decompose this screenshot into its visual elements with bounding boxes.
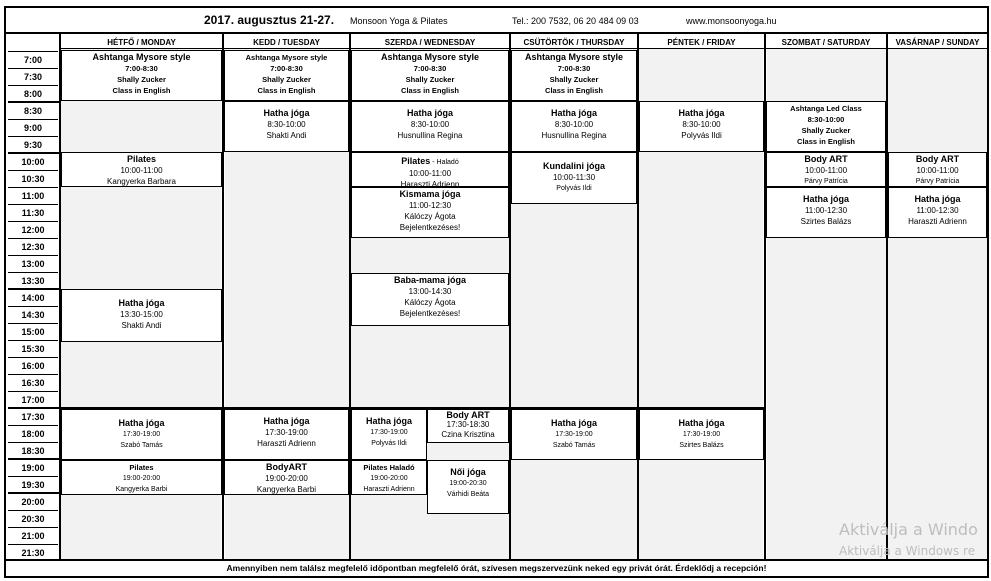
- time-slot: 15:00: [8, 323, 58, 340]
- class-block: Női jóga 19:00-20:30 Várhidi Beáta: [427, 460, 509, 514]
- class-block: Ashtanga Mysore style 7:00-8:30 Shally Zucker Class in English: [224, 50, 349, 101]
- studio-name: Monsoon Yoga & Pilates: [350, 16, 448, 26]
- time-slot: 21:30: [8, 544, 58, 561]
- schedule-sheet: [4, 6, 989, 578]
- class-block: Hatha jóga 17:30-19:00 Szabó Tamás: [61, 409, 222, 460]
- day-header-sunday: VASÁRNAP / SUNDAY: [888, 36, 987, 49]
- time-slot: 12:00: [8, 221, 58, 238]
- windows-activation-watermark-sub: Aktiválja a Windows re: [839, 544, 976, 558]
- class-block: Pilates 10:00-11:00 Kangyerka Barbara: [61, 152, 222, 187]
- time-slot: 9:30: [8, 136, 58, 153]
- schedule-date: 2017. augusztus 21-27.: [204, 13, 335, 27]
- day-header-wednesday: SZERDA / WEDNESDAY: [351, 36, 509, 49]
- time-slot: 21:00: [8, 527, 58, 544]
- divider-line: [8, 101, 59, 103]
- class-block: Ashtanga Mysore style 7:00-8:30 Shally Zucker Class in English: [61, 50, 222, 101]
- class-block: Hatha jóga 11:00-12:30 Haraszti Adrienn: [888, 187, 987, 238]
- time-slot: 17:30: [8, 408, 58, 425]
- class-block: BodyART 19:00-20:00 Kangyerka Barbi: [224, 460, 349, 495]
- day-header-saturday: SZOMBAT / SATURDAY: [766, 36, 886, 49]
- sunday-column: [888, 49, 987, 559]
- day-header-thursday: CSÜTÖRTÖK / THURSDAY: [511, 36, 637, 49]
- divider-line: [8, 458, 59, 460]
- class-block: Ashtanga Mysore style 7:00-8:30 Shally Zucker Class in English: [511, 50, 637, 101]
- class-block: Kundalini jóga 10:00-11:30 Polyvás Ildi: [511, 152, 637, 204]
- class-block: Hatha jóga 17:30-19:00 Haraszti Adrienn: [224, 409, 349, 460]
- day-header-tuesday: KEDD / TUESDAY: [224, 36, 349, 49]
- time-slot: 8:30: [8, 102, 58, 119]
- day-header-friday: PÉNTEK / FRIDAY: [639, 36, 764, 49]
- day-header-monday: HÉTFŐ / MONDAY: [61, 36, 222, 49]
- divider-line: [8, 152, 59, 154]
- class-block: Hatha jóga 17:30-19:00 Szirtes Balázs: [639, 409, 764, 460]
- class-block: Hatha jóga 11:00-12:30 Szirtes Balázs: [766, 187, 886, 238]
- class-block: Hatha jóga 17:30-19:00 Polyvás Ildi: [351, 409, 427, 460]
- time-slot: 14:30: [8, 306, 58, 323]
- class-block: Body ART 10:00-11:00 Párvy Patrícia: [766, 152, 886, 187]
- time-slot: 20:30: [8, 510, 58, 527]
- time-slot: 15:30: [8, 340, 58, 357]
- website: www.monsoonyoga.hu: [686, 16, 777, 26]
- time-slot: 19:30: [8, 476, 58, 493]
- time-slot: 9:00: [8, 119, 58, 136]
- time-slot: 7:00: [8, 51, 58, 68]
- time-slot: 10:30: [8, 170, 58, 187]
- class-block: Pilates - Haladó 10:00-11:00 Haraszti Adrienn: [351, 152, 509, 187]
- column-divider: [886, 34, 888, 559]
- time-slot: 12:30: [8, 238, 58, 255]
- class-block: Hatha jóga 17:30-19:00 Szabó Tamás: [511, 409, 637, 460]
- class-block: Ashtanga Led Class 8:30-10:00 Shally Zucker Class in English: [766, 101, 886, 152]
- time-slot: 7:30: [8, 68, 58, 85]
- windows-activation-watermark: Aktiválja a Windo: [839, 520, 978, 539]
- divider-line: [8, 288, 59, 290]
- time-slot: 18:30: [8, 442, 58, 459]
- class-block: Kismama jóga 11:00-12:30 Kálóczy Ágota Bejelentkezéses!: [351, 187, 509, 238]
- time-slot: 19:00: [8, 459, 58, 476]
- footer-note: Amennyiben nem találsz megfelelő időpontban megfelelő órát, szívesen megszervezünk neked egy privát órát. Érdeklődj a recepción!: [6, 559, 987, 576]
- schedule-header: [6, 8, 987, 34]
- class-block: Hatha jóga 8:30-10:00 Husnullina Regina: [511, 101, 637, 152]
- time-slot: 11:00: [8, 187, 58, 204]
- class-block: Body ART 17:30-18:30 Czina Krisztina: [427, 409, 509, 443]
- class-block: Ashtanga Mysore style 7:00-8:30 Shally Zucker Class in English: [351, 50, 509, 101]
- class-block: Pilates 19:00-20:00 Kangyerka Barbi: [61, 460, 222, 495]
- time-slot: 18:00: [8, 425, 58, 442]
- time-slot: 13:00: [8, 255, 58, 272]
- class-block: Baba-mama jóga 13:00-14:30 Kálóczy Ágota Bejelentkezéses!: [351, 273, 509, 326]
- class-block: Hatha jóga 8:30-10:00 Shakti Andi: [224, 101, 349, 152]
- time-slot: 20:00: [8, 493, 58, 510]
- time-slot: 16:30: [8, 374, 58, 391]
- class-block: Hatha jóga 8:30-10:00 Polyvás Ildi: [639, 101, 764, 152]
- time-slot: 8:00: [8, 85, 58, 102]
- class-block: Pilates Haladó 19:00-20:00 Haraszti Adrienn: [351, 460, 427, 495]
- time-slot: 11:30: [8, 204, 58, 221]
- time-slot: 16:00: [8, 357, 58, 374]
- time-slot: 14:00: [8, 289, 58, 306]
- time-slot: 13:30: [8, 272, 58, 289]
- time-slot: 10:00: [8, 153, 58, 170]
- time-slot: 17:00: [8, 391, 58, 408]
- class-block: Body ART 10:00-11:00 Párvy Patrícia: [888, 152, 987, 187]
- class-block: Hatha jóga 8:30-10:00 Husnullina Regina: [351, 101, 509, 152]
- phone-numbers: Tel.: 200 7532, 06 20 484 09 03: [512, 16, 639, 26]
- divider-line: [8, 492, 59, 494]
- class-block: Hatha jóga 13:30-15:00 Shakti Andi: [61, 289, 222, 342]
- divider-line: [8, 407, 59, 409]
